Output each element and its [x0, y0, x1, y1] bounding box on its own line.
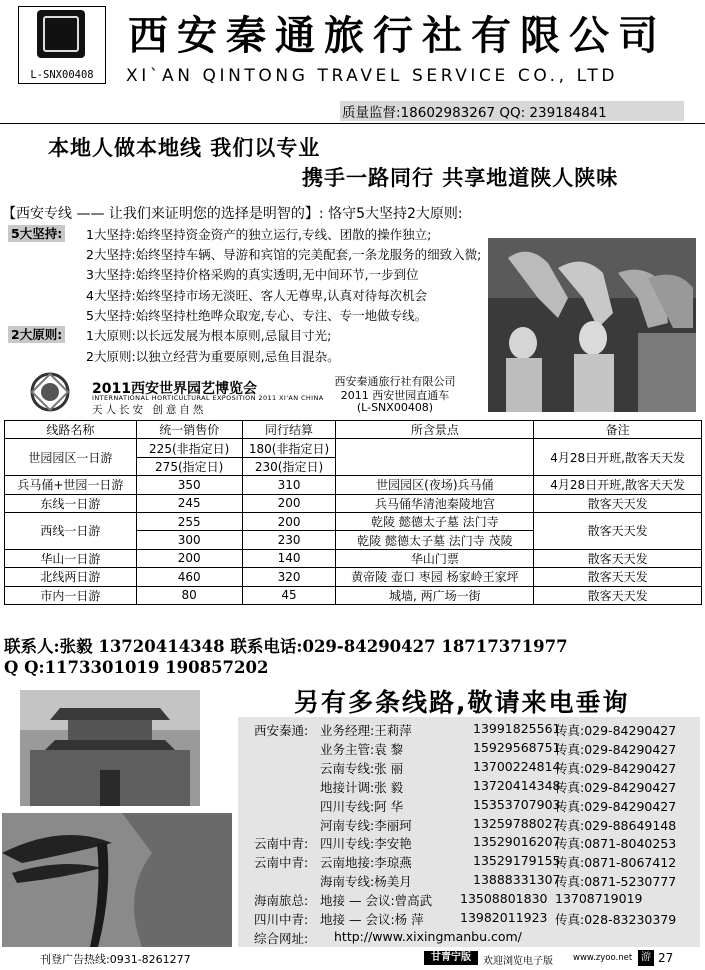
staff-fax: 传真:029-88649148 [555, 817, 677, 833]
table-row [5, 568, 702, 586]
staff-fax: 传真:029-84290427 [555, 798, 677, 814]
staff-role: 业务经理:王莉萍 [320, 723, 412, 738]
city-wall-photo [20, 690, 200, 806]
table-row [5, 494, 702, 512]
sites: 黄帝陵 壶口 枣园 杨家岭王家坪 [336, 568, 534, 586]
settlement: 45 [242, 586, 336, 604]
terracotta-warriors-photo [488, 238, 696, 412]
table-row [5, 549, 702, 567]
staff-fax: 传真:029-84290427 [555, 760, 677, 776]
table-row [5, 512, 702, 530]
settlement: 320 [242, 568, 336, 586]
staff-phone: 15929568751 [473, 739, 561, 755]
staff-org: 西安秦通: [254, 723, 309, 738]
note: 散客天天发 [534, 586, 702, 604]
note: 散客天天发 [534, 568, 702, 586]
staff-org: 四川中青: [254, 912, 309, 927]
slogan-line-1: 本地人做本地线 我们以专业 [48, 136, 321, 160]
staff-fax: 传真:0871-5230777 [555, 874, 677, 890]
price: 80 [136, 586, 242, 604]
header-price: 统一销售价 [136, 421, 242, 439]
staff-role: 河南专线:李丽珂 [320, 817, 412, 833]
note: 4月28日开班,散客天天发 [534, 476, 702, 494]
route-name: 西线一日游 [5, 512, 137, 549]
pine-tree-photo [2, 813, 232, 947]
staff-phone: 13720414348 [473, 777, 561, 793]
edition-badge: 甘青宁版 [424, 951, 478, 965]
staff-fax: 传真:029-84290427 [555, 779, 677, 795]
price: 255 [136, 512, 242, 530]
table-row [5, 439, 702, 457]
price: 275(指定日) [136, 457, 242, 475]
staff-role: 地接 — 会议:杨 萍 [320, 912, 424, 927]
table-row [5, 586, 702, 604]
price: 350 [136, 476, 242, 494]
table-header-row [5, 421, 702, 439]
persistence-4: 4大坚持:始终坚持市场无淡旺、客人无尊卑,认真对待每次机会 [86, 288, 428, 303]
route-name: 东线一日游 [5, 494, 137, 512]
logo-license: L-SNX00408 [30, 69, 94, 81]
staff-role: 云南专线:张 丽 [320, 760, 404, 776]
staff-org: 海南旅总: [254, 893, 309, 909]
more-routes-banner: 另有多条线路,敬请来电垂询 [294, 688, 630, 717]
staff-role: 云南地接:李琼燕 [320, 855, 412, 871]
settlement: 310 [242, 476, 336, 494]
persistence-1: 1大坚持:始终坚持资金资产的独立运行,专线、团散的操作独立; [86, 227, 432, 242]
persistence-3: 3大坚持:始终坚持价格采购的真实透明,无中间环节,一步到位 [86, 267, 419, 282]
settlement: 200 [242, 494, 336, 512]
sites: 华山门票 [336, 549, 534, 567]
staff-org: 云南中青: [254, 855, 309, 871]
staff-fax: 传真:028-83230379 [555, 912, 677, 927]
principle-1: 1大原则:以长远发展为根本原则,忌鼠目寸光; [86, 328, 332, 343]
route-name: 世园园区一日游 [5, 439, 137, 476]
company-name-cn: 西安秦通旅行社有限公司 [128, 13, 667, 59]
sites: 世园园区(夜场)兵马俑 [336, 476, 534, 494]
staff-fax: 传真:029-84290427 [555, 741, 677, 757]
credit-company: 西安秦通旅行社有限公司 [334, 375, 456, 388]
staff-phone: 13529179155 [473, 853, 561, 869]
expo-title: 2011西安世界园艺博览会 [92, 381, 257, 397]
header-sites: 所含景点 [336, 421, 534, 439]
footer-ad-hotline: 刊登广告热线:0931-8261277 [40, 953, 191, 966]
persistence-5: 5大坚持:始终坚持杜绝哗众取宠,专心、专注、专一地做专线。 [86, 308, 428, 323]
staff-fax: 13708719019 [555, 891, 643, 907]
price: 200 [136, 549, 242, 567]
footer-mark-icon: 游 [638, 950, 654, 966]
expo-subtitle-en: INTERNATIONAL HORTICULTURAL EXPOSITION 2011 XI'AN CHINA [92, 394, 324, 402]
header-route: 线路名称 [5, 421, 137, 439]
five-persistence-tag: 5大坚持: [8, 225, 65, 242]
staff-phone: 15353707903 [473, 796, 561, 812]
settlement: 200 [242, 512, 336, 530]
persistence-2: 2大坚持:始终坚持车辆、导游和宾馆的完美配套,一条龙服务的细致入微; [86, 247, 482, 262]
staff-phone: 13991825561 [473, 721, 561, 736]
settlement: 230(指定日) [242, 457, 336, 475]
credit-license: (L-SNX00408) [356, 401, 434, 414]
staff-role: 业务主管:袁 黎 [320, 741, 404, 757]
staff-fax: 传真:0871-8040253 [555, 836, 677, 852]
price: 460 [136, 568, 242, 586]
header-note: 备注 [534, 421, 702, 439]
sites: 城墙, 两广场一街 [336, 586, 534, 604]
note: 4月28日开班,散客天天发 [534, 439, 702, 476]
contact-person-line: 联系人:张毅 13720414348 联系电话:029-84290427 18717371977 [4, 637, 568, 656]
principles-intro: 【西安专线 —— 让我们来证明您的选择是明智的】: 恪守5大坚持2大原则: [2, 206, 463, 222]
expo-subtitle-cn: 天人长安 创意自然 [92, 404, 207, 416]
price: 300 [136, 531, 242, 549]
price: 245 [136, 494, 242, 512]
settlement: 180(非指定日) [242, 439, 336, 457]
sites: 乾陵 懿德太子墓 法门寺 [336, 512, 534, 530]
table-row [5, 476, 702, 494]
logo-seal [37, 10, 85, 58]
company-logo [18, 6, 106, 84]
slogan-line-2: 携手一路同行 共享地道陕人陕味 [302, 166, 619, 190]
staff-fax: 传真:029-84290427 [555, 723, 677, 738]
staff-phone: 13888331307 [473, 872, 561, 888]
principle-2: 2大原则:以独立经营为重要原则,忌鱼目混杂。 [86, 349, 340, 364]
website-link[interactable]: http://www.xixingmanbu.com/ [334, 928, 522, 944]
staff-role: 地接计调:张 毅 [320, 779, 404, 795]
staff-fax: 传真:0871-8067412 [555, 855, 677, 871]
note: 散客天天发 [534, 494, 702, 512]
contact-qq-line: Q Q:1173301019 190857202 [4, 658, 269, 677]
sites [336, 439, 534, 476]
route-name: 华山一日游 [5, 549, 137, 567]
header-settlement: 同行结算 [242, 421, 336, 439]
staff-phone: 13259788027 [473, 815, 561, 831]
staff-phone: 13982011923 [460, 910, 548, 925]
route-name: 北线两日游 [5, 568, 137, 586]
route-name: 市内一日游 [5, 586, 137, 604]
website-label: 综合网址: [254, 930, 309, 946]
company-name-en: XI`AN QINTONG TRAVEL SERVICE CO., LTD [126, 66, 619, 86]
staff-role: 四川专线:李安艳 [320, 836, 412, 852]
price-table [4, 420, 702, 605]
route-name: 兵马俑+世园一日游 [5, 476, 137, 494]
two-principles-tag: 2大原则: [8, 326, 65, 343]
page-number: 27 [658, 951, 674, 965]
sites: 乾陵 懿德太子墓 法门寺 茂陵 [336, 531, 534, 549]
staff-org: 云南中青: [254, 836, 309, 852]
staff-role: 地接 — 会议:曾高武 [320, 893, 433, 909]
sites: 兵马俑华清池秦陵地宫 [336, 494, 534, 512]
note: 散客天天发 [534, 549, 702, 567]
note: 散客天天发 [534, 512, 702, 549]
settlement: 140 [242, 549, 336, 567]
staff-role: 海南专线:杨美月 [320, 874, 412, 890]
staff-phone: 13529016207 [473, 834, 561, 850]
footer-welcome: 欢迎浏览电子版 [483, 956, 553, 967]
staff-phone: 13700224814 [473, 758, 561, 774]
staff-phone: 13508801830 [460, 891, 548, 907]
footer-site: www.zyoo.net [573, 953, 633, 963]
price: 225(非指定日) [136, 439, 242, 457]
header-divider [0, 123, 705, 124]
settlement: 230 [242, 531, 336, 549]
staff-role: 四川专线:阿 华 [320, 798, 404, 814]
credit-expo: 2011 西安世园直通车 [340, 389, 450, 402]
quality-supervision: 质量监督:18602983267 QQ: 239184841 [340, 101, 684, 121]
